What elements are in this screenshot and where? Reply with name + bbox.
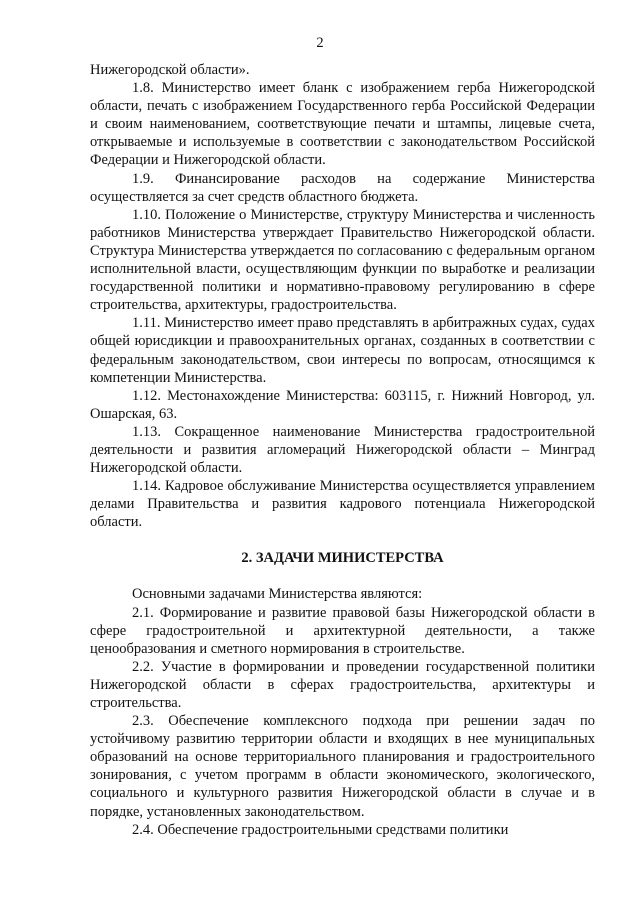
paragraph-2-4: 2.4. Обеспечение градостроительными средствами политики [132, 821, 509, 838]
paragraph-1-8: 1.8. Министерство имеет бланк с изображением герба Нижегородской области, печать с изображением Государственного герба Российской Федерации и своим наименованием, соответствующие печати и штампы, лицевые счета, открываемые и используемые в соответствии с законодательством Российской Федерации и Нижегородской области. [90, 80, 595, 169]
paragraph-1-9: 1.9. Финансирование расходов на содержание Министерства осуществляется за счет средств областного бюджета. [90, 170, 595, 205]
paragraph-1-13: 1.13. Сокращенное наименование Министерства градостроительной деятельности и развития агломераций Нижегородской области – Минград Нижегородской области. [90, 423, 595, 477]
paragraph-1-11: 1.11. Министерство имеет право представлять в арбитражных судах, судах общей юрисдикции и правоохранительных органах, созданных в соответствии с федеральным законодательством, свои интересы по вопросам, относящимся к компетенции Министерства. [90, 315, 595, 386]
page-number: 2 [316, 35, 324, 51]
paragraph-1-14: 1.14. Кадровое обслуживание Министерства осуществляется управлением делами Правительства и развития кадрового потенциала Нижегородской области. [90, 478, 595, 531]
paragraph-1-12: 1.12. Местонахождение Министерства: 603115, г. Нижний Новгород, ул. Ошарская, 63. [90, 387, 595, 422]
document-body [90, 61, 595, 839]
paragraph-2-2: 2.2. Участие в формировании и проведении государственной политики Нижегородской области в сферах градостроительства, архитектуры и строительства. [90, 658, 595, 711]
paragraph-tasks-intro: Основными задачами Министерства являются: [132, 586, 423, 603]
paragraph-continuation: Нижегородской области». [90, 62, 250, 78]
section-heading: 2. ЗАДАЧИ МИНИСТЕРСТВА [241, 550, 444, 567]
paragraph-1-10: 1.10. Положение о Министерстве, структуру Министерства и численность работников Министерства утверждает Правительство Нижегородской области. Структура Министерства утверждается по согласованию с федеральным органом исполнительной власти, осуществляющим функции по выработке и реализации государственной политики и нормативно-правовому регулированию в сфере строительства, архитектуры, градостроительства. [90, 206, 595, 314]
paragraph-2-3: 2.3. Обеспечение комплексного подхода при решении задач по устойчивому развитию территории области и входящих в нее муниципальных образований на основе территориального планирования и градостроительного зонирования, с учетом программ в области экономического, экологического, социального и культурного развития Нижегородской области в случае и в порядке, установленных законодательством. [90, 713, 595, 820]
paragraph-2-1: 2.1. Формирование и развитие правовой базы Нижегородской области в сфере градостроительной и архитектурной деятельности, а также ценообразования и сметного нормирования в строительстве. [90, 604, 595, 657]
